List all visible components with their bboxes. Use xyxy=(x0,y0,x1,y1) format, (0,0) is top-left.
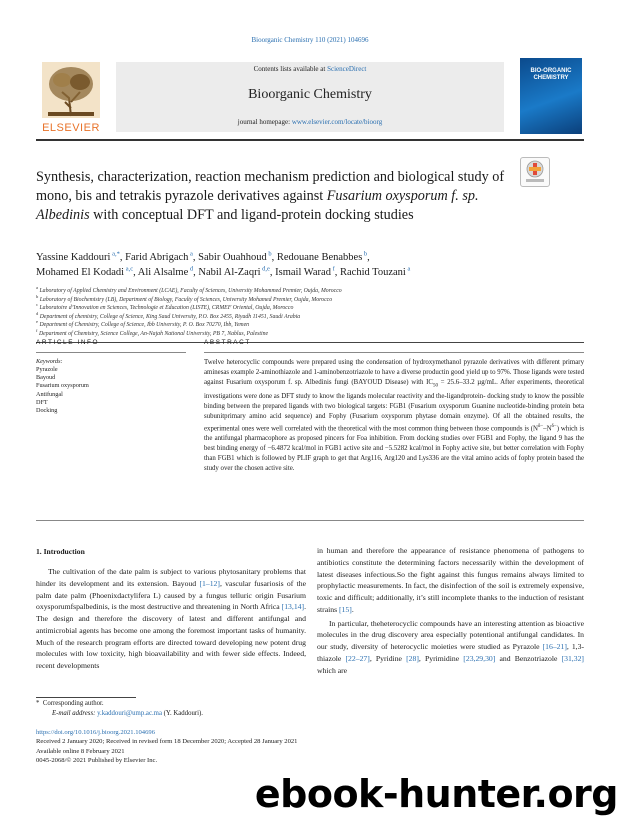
citation-link[interactable]: [15] xyxy=(339,604,352,614)
author-affiliation-marker[interactable]: f xyxy=(330,265,335,273)
citation-link[interactable]: [22–27] xyxy=(345,653,370,663)
affiliation-item xyxy=(36,287,584,296)
affiliation-text: Laboratoire d’Innovation en Sciences, Technologie et Education (LISTE), CRMEF Oriental, Oujda, Morocco xyxy=(38,305,294,311)
abstract-rule xyxy=(204,352,584,353)
intro-left-column xyxy=(36,566,306,672)
affiliation-key: c xyxy=(36,302,38,308)
keywords-label: Keywords: xyxy=(36,358,63,365)
affiliation-text: Laboratory of Biochemistry (LB), Department of Biology, Faculty of Sciences, University Mohamed Premier, Oujda, Morocco xyxy=(38,296,333,303)
sciencedirect-link[interactable]: ScienceDirect xyxy=(327,65,367,73)
keyword-list xyxy=(36,366,89,415)
affiliation-text: Department of Chemistry, College of Science, Ibb University, P. O. Box 70270, Ibb, Yemen xyxy=(38,322,250,328)
author-affiliation-marker[interactable]: b xyxy=(362,250,368,258)
homepage-prefix: journal homepage: xyxy=(237,118,292,126)
intro-text: , Pyridine xyxy=(369,653,407,663)
abstract-segment: ) which is the antifungal pharmacophore as proposed pincers for Foa inhibition. From docking studies over FGB1 and Fophy, the ligand 9 has the best binding energy of −6.4872 kcal/mol in FGB1 active site and −5.5282 kcal/mol in Fophy active site, but better correlation with Fophy than FGB1 which is followed by PLIF graph to get that Arg116, Arg120 and Lys336 are the vital amino acids of fophy protein based the study over the chosen active site. xyxy=(204,424,584,473)
affiliation-list xyxy=(36,287,584,338)
contents-prefix: Contents lists available at xyxy=(253,65,328,73)
contents-line xyxy=(116,65,504,73)
abstract-superscript: δ− xyxy=(537,423,544,429)
citation-link[interactable]: [23,29,30] xyxy=(463,653,496,663)
author-name[interactable]: Sabir Ouahhoud xyxy=(198,252,267,263)
intro-text: which are xyxy=(317,665,348,675)
intro-text: . xyxy=(351,604,354,614)
affiliation-key: f xyxy=(36,327,38,333)
author-affiliation-marker[interactable]: d,e xyxy=(260,265,270,273)
keyword-item: Pyrazole xyxy=(36,366,58,373)
affiliation-item xyxy=(36,321,584,330)
email-link[interactable]: y.kaddouri@ump.ac.ma xyxy=(97,710,162,717)
affiliation-key: e xyxy=(36,319,38,325)
citation-link[interactable]: [1–12] xyxy=(199,578,220,588)
author-name[interactable]: Farid Abrigach xyxy=(125,252,189,263)
copyright: 0045-2068/© 2021 Published by Elsevier Inc. xyxy=(36,757,158,765)
affiliation-item xyxy=(36,327,584,339)
journal-title: Bioorganic Chemistry xyxy=(248,87,372,102)
article-info-rule xyxy=(36,352,186,353)
journal-homepage xyxy=(116,118,504,126)
header-divider xyxy=(36,139,584,141)
intro-paragraph xyxy=(317,618,584,677)
affiliation-text: Department of chemistry, College of Science, King Saud University, P.O. Box 2455, Riyadh 11451, Saudi Arabia xyxy=(38,313,301,320)
affiliation-text: Laboratory of Applied Chemistry and Environment (LCAE), Faculty of Sciences, University Mohammed Premier, Oujda, Morocco xyxy=(38,288,342,294)
intro-paragraph xyxy=(317,545,584,616)
corresponding-author-note xyxy=(36,700,104,707)
citation-link[interactable]: [31,32] xyxy=(561,653,584,663)
elsevier-wordmark: ELSEVIER xyxy=(42,122,100,134)
author-list: Yassine Kaddouri $^{a,*}$, Farid Abrigach $^a$, Sabir Ouahhoud $^b$, Redouane Benabbes $^b$, Mohamed El Kodadi $^{a,c}$, Ali Alsalme $^d$, Nabil Al-Zaqri $^{d,e}$, Ismail Warad $^f$, Rachid Touzani $^a$ xyxy=(36,250,411,278)
footnote-mark: * xyxy=(36,700,40,707)
affiliation-key: b xyxy=(36,293,39,299)
author-name[interactable]: Yassine Kaddouri xyxy=(36,252,111,263)
article-info-heading: ARTICLE INFO xyxy=(36,339,100,346)
author-name[interactable]: Redouane Benabbes xyxy=(276,252,363,263)
author-affiliation-marker[interactable]: a,c xyxy=(124,265,134,273)
article-title xyxy=(36,168,506,225)
intro-text: The cultivation of the date palm is subject to various phytosanitary problems that hinder its development and its extension. Bayoud xyxy=(36,567,306,588)
author-affiliation-marker[interactable]: a,* xyxy=(110,250,120,258)
intro-text: . The design and therefore the discovery of latest and different antifungal and antimicrobial agents has become one among the foremost important tasks of humanity. Much of the research program efforts are directed toward developing new potent drug molecules with low toxicity, high bioavailability and with fewer side effects. Indeed, recent developments xyxy=(36,602,306,670)
title-part-2: with conceptual DFT and ligand-protein docking studies xyxy=(89,207,414,223)
abstract-text xyxy=(204,358,584,474)
keyword-item: DFT xyxy=(36,398,48,406)
footnote-text: Corresponding author. xyxy=(42,700,104,707)
email-note xyxy=(52,710,203,717)
section-divider xyxy=(36,342,584,343)
affiliation-key: a xyxy=(36,285,38,291)
abstract-heading: ABSTRACT xyxy=(204,339,251,346)
watermark: ebook-hunter.org xyxy=(254,772,618,816)
received-dates: Received 2 January 2020; Received in revised form 18 December 2020; Accepted 28 January 2021 xyxy=(36,738,298,746)
intro-text: In particular, theheterocyclic compounds have an interesting attention as bioactive molecules in the drug discovery area especially potentional antifungal candidates. In our study, diversity of heterocyclic moieties were studied as Pyrazole xyxy=(317,618,584,651)
footnote-rule xyxy=(36,697,136,698)
author-name[interactable]: Ali Alsalme xyxy=(137,267,189,278)
author-name[interactable]: Ismail Warad xyxy=(275,267,331,278)
author-affiliation-marker[interactable]: d xyxy=(188,265,194,273)
doi-link[interactable]: https://doi.org/10.1016/j.bioorg.2021.104696 xyxy=(36,729,155,736)
intro-text: and Benzotriazole xyxy=(495,653,562,663)
intro-text: , Pyrimidine xyxy=(418,653,464,663)
affiliation-key: d xyxy=(36,310,39,316)
author-name[interactable]: Nabil Al-Zaqri xyxy=(198,267,261,278)
journal-reference[interactable]: Bioorganic Chemistry 110 (2021) 104696 xyxy=(251,36,369,44)
available-online: Available online 8 February 2021 xyxy=(36,747,125,755)
author-name[interactable]: Mohamed El Kodadi xyxy=(36,267,125,278)
intro-text: , 1,3-thiazole xyxy=(317,642,585,663)
publication-info xyxy=(36,728,297,766)
title-species: Fusarium oxysporum f. sp. Albedinis xyxy=(36,188,479,223)
intro-text: , vascular fusariosis of the palm date palm (Phoenixdactylifera L) caused by a fungus telluric origin Fusarium oxysporumfspalbedinis, is the most destructive and threatening in North Africa xyxy=(36,578,306,612)
introduction-heading: 1. Introduction xyxy=(36,547,85,556)
citation-link[interactable]: [16–21] xyxy=(542,642,567,651)
abstract-segment: = 25.6–33.2 µg/mL. After experiments, theoretical investigations were done as DFT study to know the ligands molecular reactivity and the-ligandprotein- docking study to know the possible binding between the prepared ligands with two biological targets: FGB1 (Fusarium oxysporum Guanine nucleotide-binding protein beta subunitprimary amino acid sequence) and Fophy (Fusarium oxysporum phytase domain enzyme). Of all the obtained results, the experimental ones were well correlated with the theoretical with the most common thing between those compounds is (N xyxy=(204,379,584,432)
author-affiliation-marker[interactable]: a xyxy=(188,250,193,258)
keyword-item: Bayoud xyxy=(36,374,56,382)
citation-link[interactable]: [13,14] xyxy=(281,602,305,612)
ic50-subscript: 50 xyxy=(432,383,438,389)
email-label: E-mail address: xyxy=(52,710,96,717)
affiliation-text: Department of Chemistry, Science College, An-Najah National University, PB 7, Nablus, Palestine xyxy=(37,330,269,337)
abstract-segment: Twelve heterocyclic compounds were prepared using the condensation of hydroxymethanol pyrazole derivatives with different primary aminesas example 2-aminothiazole and 1-aminobenzotriazole to have a diverse productin good yield up to 97%. Those ligands were tested against Fusarium oxysporum f. sp. Albedinis fungi (BAYOUD Disease) with IC xyxy=(204,359,584,387)
citation-link[interactable]: [28] xyxy=(406,653,419,663)
title-part-1: Synthesis, characterization, reaction mechanism prediction and biological study of mono, bis and tetrakis pyrazole derivatives against xyxy=(36,169,505,204)
author-affiliation-marker[interactable]: b xyxy=(266,250,272,258)
keyword-item: Fusarium oxysporum xyxy=(36,382,89,390)
author-name[interactable]: Rachid Touzani xyxy=(340,267,406,278)
intro-right-column xyxy=(317,545,584,676)
abstract-end-rule xyxy=(36,520,584,521)
keyword-item: Docking xyxy=(36,407,58,415)
check-for-updates-badge[interactable] xyxy=(520,157,550,187)
author-affiliation-marker[interactable]: a xyxy=(405,265,411,273)
abstract-segment: –N xyxy=(543,424,552,432)
email-suffix: (Y. Kaddouri). xyxy=(161,710,203,717)
crossmark-icon xyxy=(521,158,549,186)
abstract-superscript: δ− xyxy=(551,423,557,429)
intro-text: in human and therefore the appearance of resistance phenomena of pathogens to antibiotics constitute the determining factors necessarily within the development of latest diseases infectious.So the fight against this fungus remains always limited to prophylactic measurements. In fact, the disinfection of the soil is extremely expensive, toxic and difficult; additionally, it’s still incomplete thanks to the induction of resistant strains xyxy=(317,546,584,614)
keyword-item: Antifungal xyxy=(36,390,63,398)
homepage-link[interactable]: www.elsevier.com/locate/bioorg xyxy=(291,118,383,126)
cover-title: BIO-ORGANIC CHEMISTRY xyxy=(530,68,572,81)
affiliation-item xyxy=(36,304,584,313)
